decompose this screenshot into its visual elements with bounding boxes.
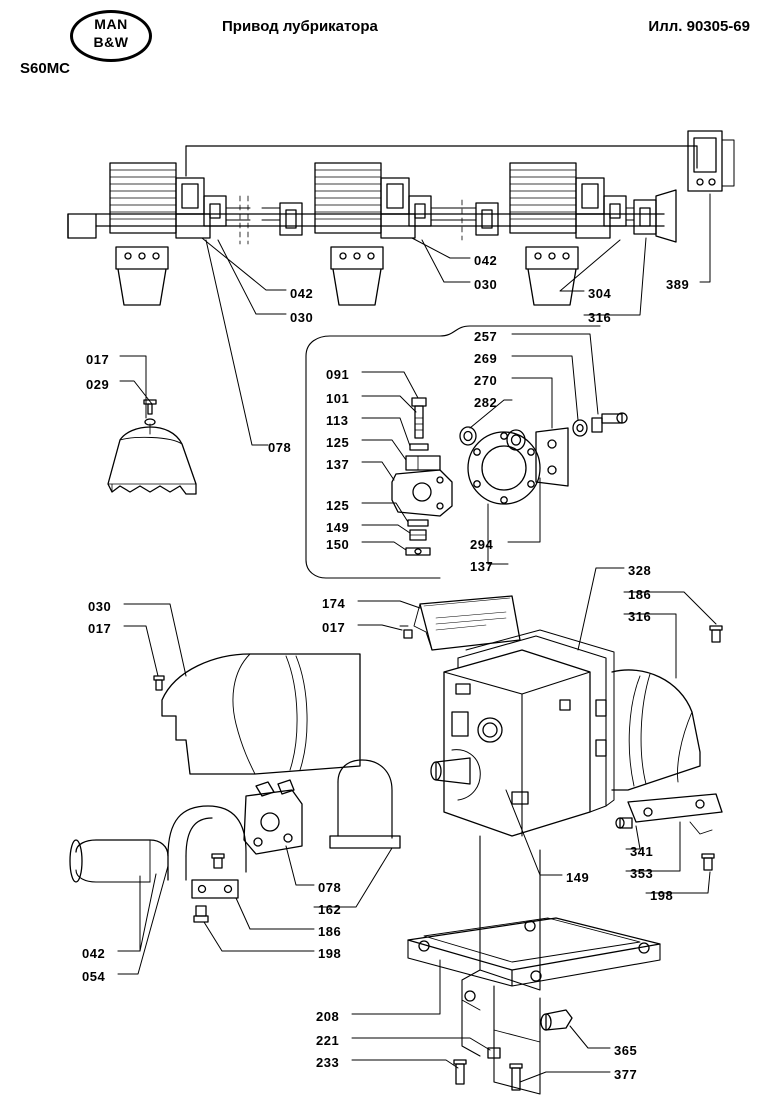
callout-198-left: 198 [318,946,342,961]
callout-294: 294 [470,537,494,552]
callout-042-tube: 042 [82,946,106,961]
callout-030-cover: 030 [88,599,112,614]
callout-029: 029 [86,377,110,392]
callout-101: 101 [326,391,350,406]
callout-030-unit1: 030 [290,310,314,325]
callout-353: 353 [630,866,654,881]
callout-042-unit2: 042 [474,253,498,268]
callout-174: 174 [322,596,346,611]
callout-017-cover: 017 [86,352,110,367]
callout-125-upper: 125 [326,435,350,450]
callout-304: 304 [588,286,612,301]
callout-137-upper: 137 [326,457,350,472]
engine-model-label: S60MC [20,60,71,77]
callout-389: 389 [666,277,690,292]
callout-054: 054 [82,969,106,984]
callout-150: 150 [326,537,350,552]
callout-186-left: 186 [318,924,342,939]
callout-017-cover-btm: 017 [88,621,112,636]
callout-030-unit2: 030 [474,277,498,292]
callout-269: 269 [474,351,498,366]
callout-091: 091 [326,367,350,382]
logo-text-bw: B&W [93,34,129,50]
callout-221: 221 [316,1033,340,1048]
callout-341: 341 [630,844,654,859]
callout-186-right: 186 [628,587,652,602]
callout-257: 257 [474,329,498,344]
callout-125-lower: 125 [326,498,350,513]
callout-270: 270 [474,373,498,388]
callout-149-housing: 149 [566,870,590,885]
page-title: Привод лубрикатора [222,18,378,35]
callout-042-unit1: 042 [290,286,314,301]
callout-282: 282 [474,395,498,410]
illustration-reference: Илл. 90305-69 [648,18,750,35]
callout-365: 365 [614,1043,638,1058]
callout-162: 162 [318,902,342,917]
callout-078-bottom: 078 [318,880,342,895]
callout-113: 113 [326,413,349,428]
callout-328: 328 [628,563,652,578]
callout-208: 208 [316,1009,340,1024]
callout-149-upper: 149 [326,520,350,535]
logo-text-man: MAN [94,16,128,32]
callout-233: 233 [316,1055,340,1070]
callout-316-bottom: 316 [628,609,652,624]
callout-198-right: 198 [650,888,674,903]
callout-017-plate: 017 [322,620,346,635]
callout-137-lower: 137 [470,559,494,574]
callout-078-top: 078 [268,440,292,455]
callout-316-top: 316 [588,310,612,325]
callout-377: 377 [614,1067,638,1082]
